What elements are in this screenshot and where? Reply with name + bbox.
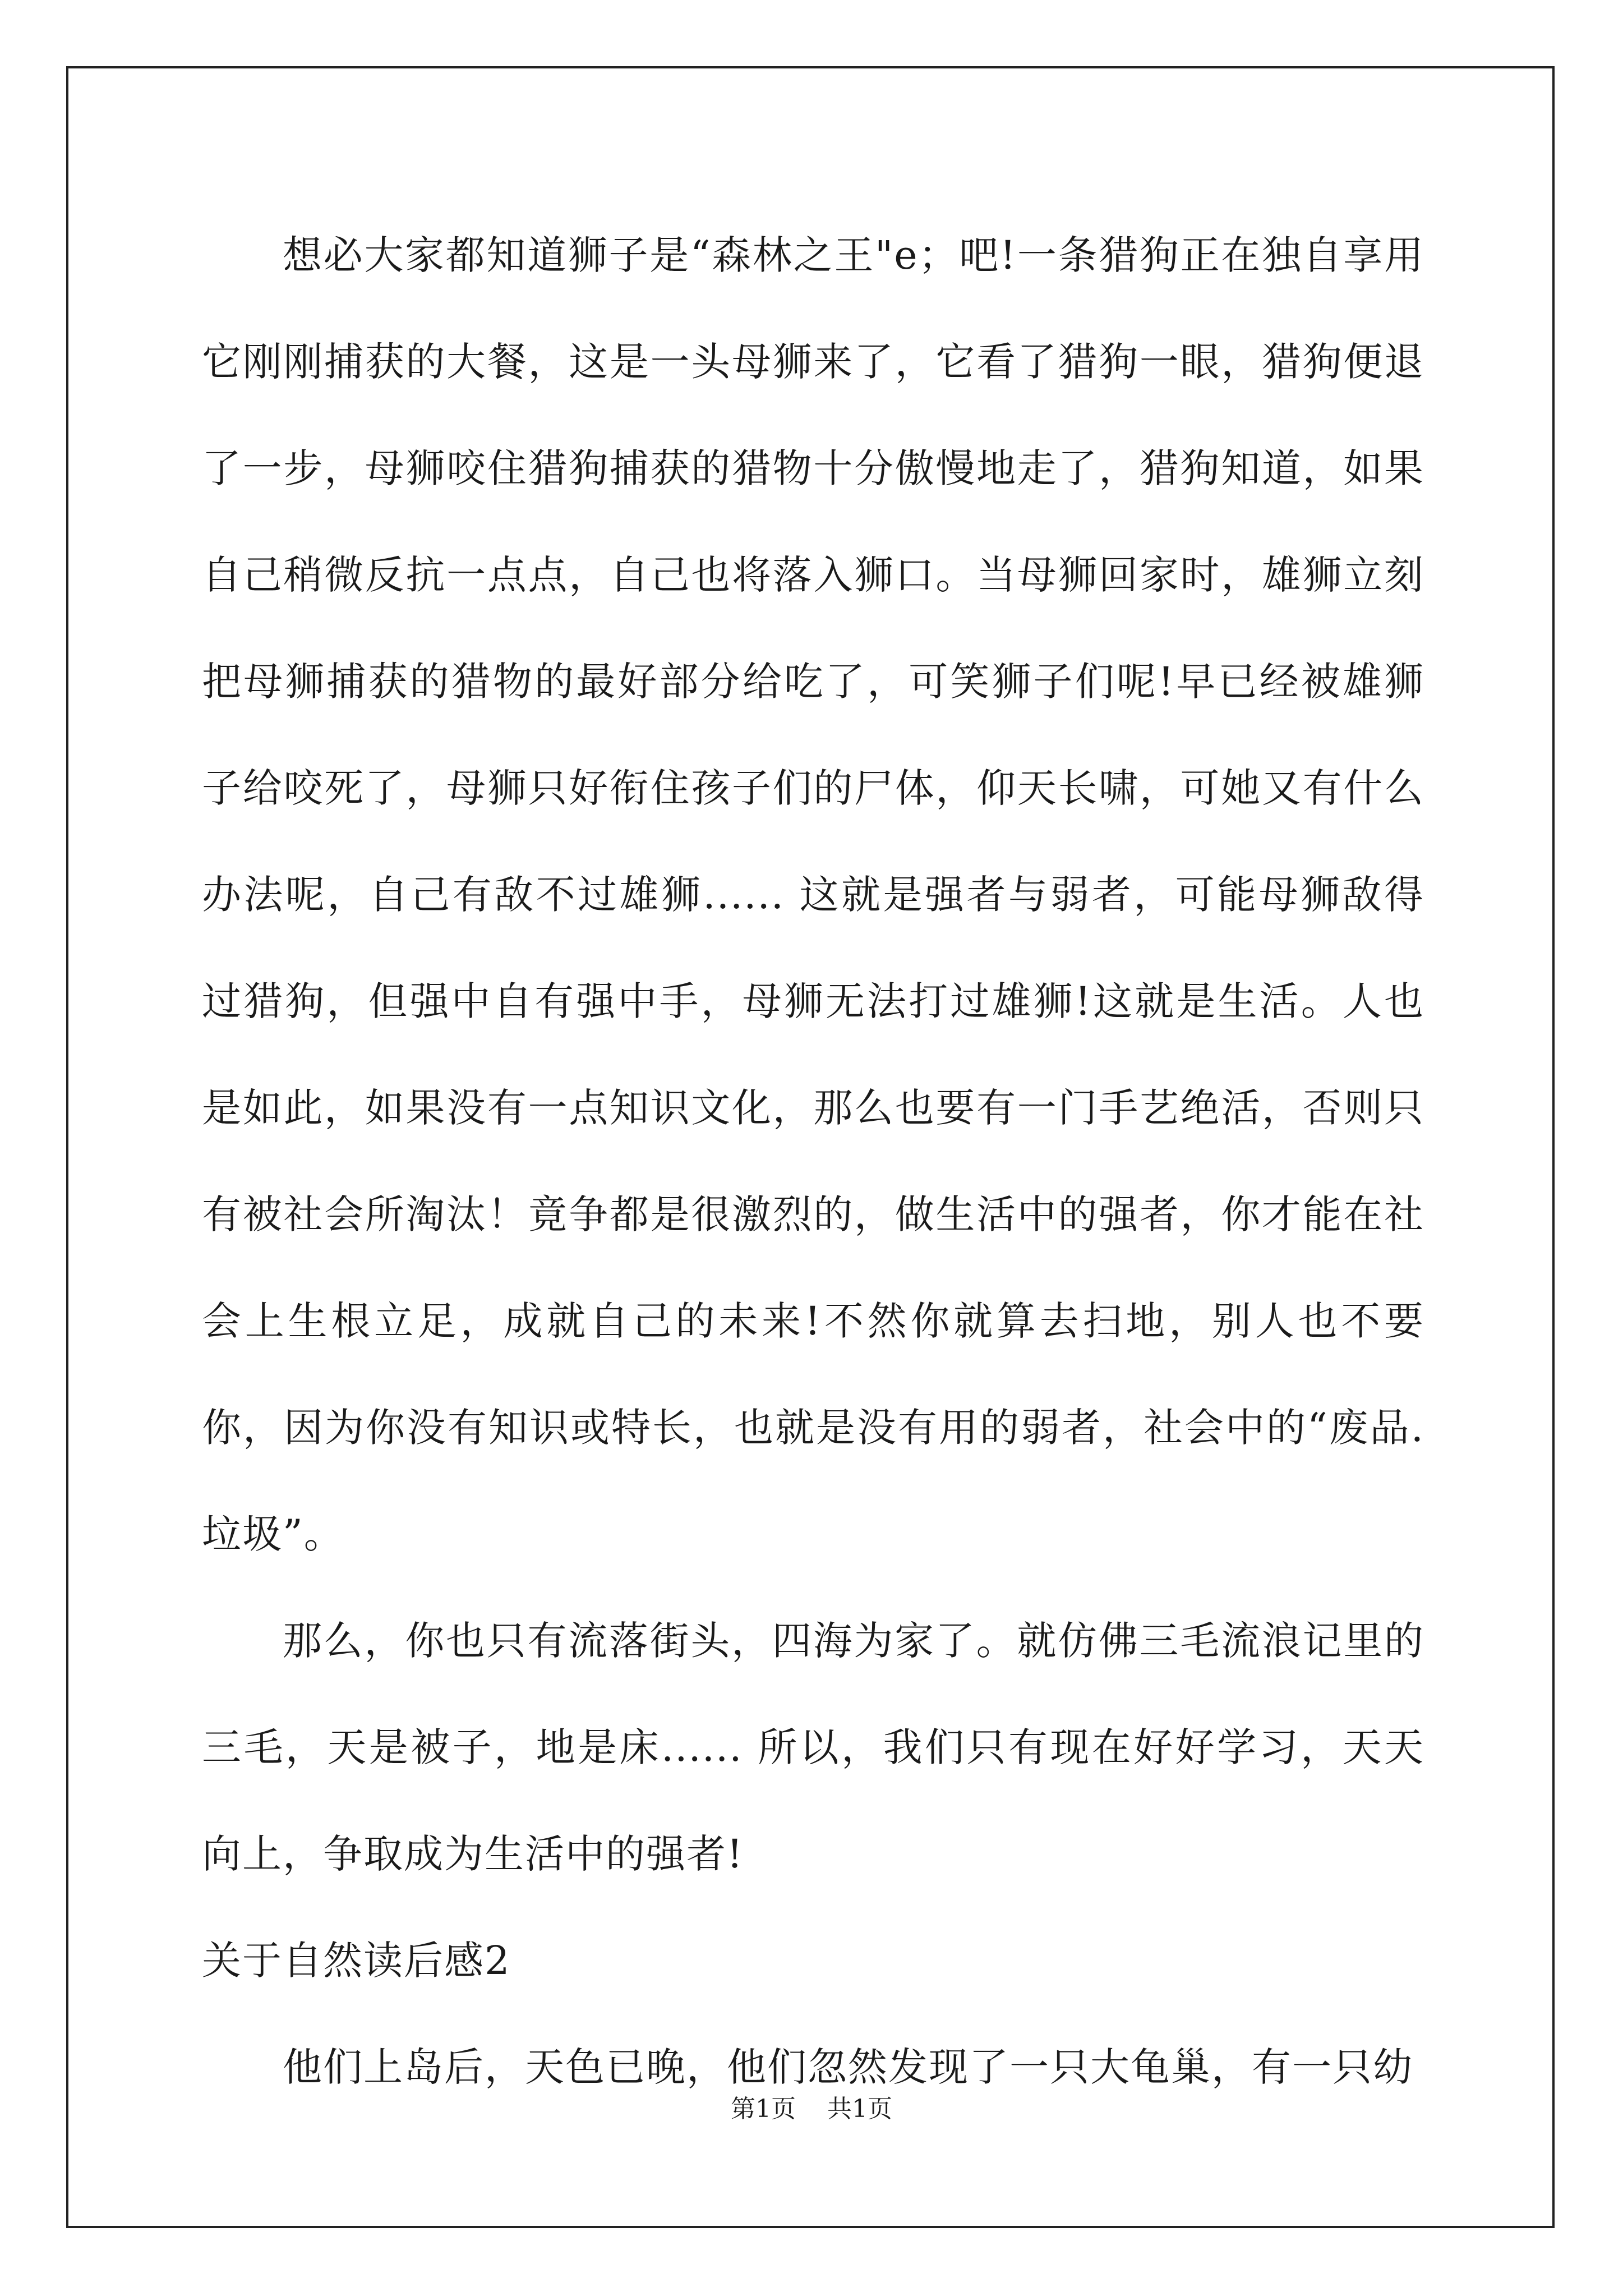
- paragraph-sanmao: 那么，你也只有流落街头，四海为家了。就仿佛三毛流浪记里的三毛，天是被子，地是床...... 所以，我们只有现在好好学习，天天向上，争取成为生活中的强者!: [202, 1618, 1424, 1877]
- paragraph-island: 他们上岛后，天色已晚，他们忽然发现了一只大龟巢，有一只幼: [283, 2044, 1413, 2090]
- page-footer: [0, 2092, 1623, 2126]
- section-heading: 关于自然读后感2: [202, 1938, 511, 1984]
- document-body: [202, 202, 1424, 2120]
- page-number-label: 第1页 共1页: [731, 2095, 892, 2123]
- paragraph-lion-story: 想必大家都知道狮子是“森林之王"e；吧!一条猎狗正在独自享用它刚刚捕获的大餐，这是一头母狮来了，它看了猎狗一眼，猎狗便退了一步，母狮咬住猎狗捕获的猎物十分傲慢地走了，猎狗知道，如果自己稍微反抗一点点，自己也将落入狮口。当母狮回家时，雄狮立刻把母狮捕获的猎物的最好部分给吃了，可笑狮子们呢!早已经被雄狮子给咬死了，母狮只好衔住孩子们的尸体，仰天长啸，可她又有什么办法呢，自己有敌不过雄狮...... 这就是强者与弱者，可能母狮敌得过猎狗，但强中自有强中手，母狮无法打过雄狮!这就是生活。人也是如此，如果没有一点知识文化，那么也要有一门手艺绝活，否则只有被社会所淘汰！竟争都是很激烈的，做生活中的强者，你才能在社会上生根立足，成就自己的未来!不然你就算去扫地，别人也不要你，因为你没有知识或特长，也就是没有用的弱者，社会中的“废品.垃圾”。: [202, 232, 1424, 1557]
